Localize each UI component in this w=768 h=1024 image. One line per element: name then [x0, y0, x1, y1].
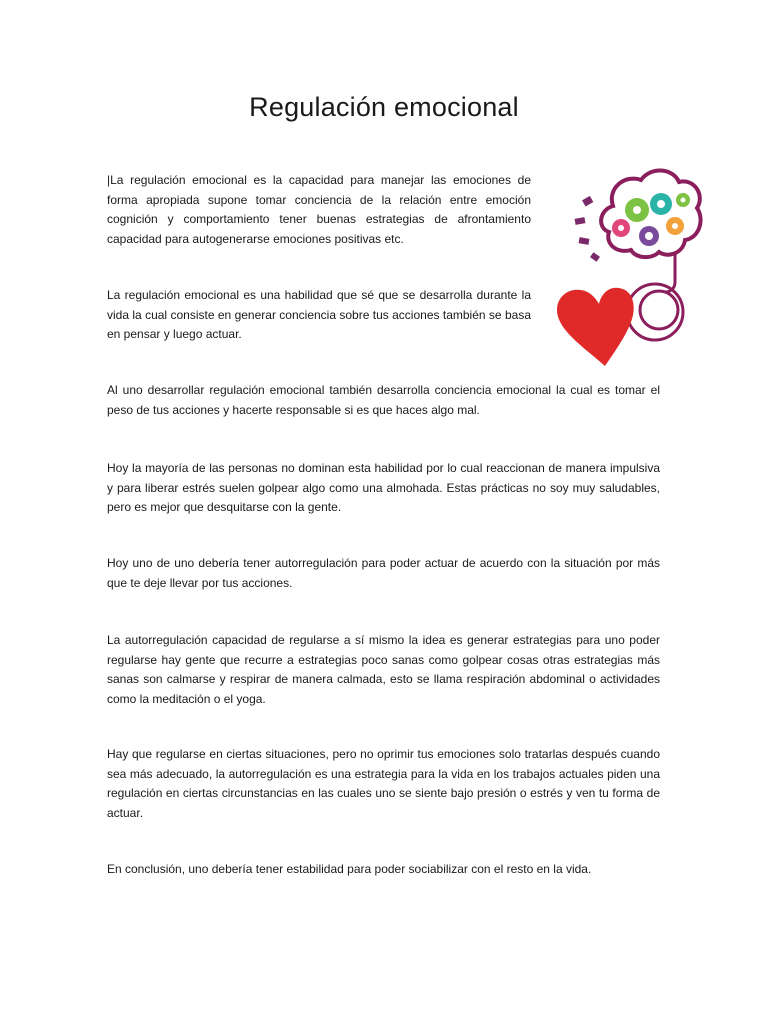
spark-mark	[575, 217, 586, 225]
spark-mark	[579, 237, 590, 245]
brain-gears-heart-icon	[555, 160, 705, 370]
heart-shape	[557, 288, 634, 366]
paragraph-1: |La regulación emocional es la capacidad para manejar las emociones de forma apropiada supone tomar conciencia de la relación entre emoción cognición y comportamiento tener buenas estrategias de afrontamiento capacidad para autogenerarse emociones positivas etc.	[107, 173, 531, 246]
spark-mark	[590, 252, 600, 262]
paragraph-2: La regulación emocional es una habilidad que sé que se desarrolla durante la vida la cual consiste en generar conciencia sobre tus acciones también se basa en pensar y luego actuar.	[107, 288, 531, 341]
page-title: Regulación emocional	[249, 92, 519, 122]
illustration-graphic	[555, 160, 705, 370]
paragraph-3: Al uno desarrollar regulación emocional también desarrolla conciencia emocional la cual es tomar el peso de tus acciones y hacerte responsable si es que haces algo mal.	[107, 383, 660, 417]
paragraph-5: Hoy uno de uno debería tener autorregulación para poder actuar de acuerdo con la situación por más que te deje llevar por tus acciones.	[107, 556, 660, 590]
loop-inner	[640, 291, 678, 329]
spark-mark	[582, 196, 593, 207]
paragraph-8: En conclusión, uno debería tener estabilidad para poder sociabilizar con el resto en la vida.	[107, 862, 592, 876]
paragraph-6: La autorregulación capacidad de regularse a sí mismo la idea es generar estrategias para uno poder regularse hay gente que recurre a estrategias poco sanas como golpear cosas otras estrategias más sanas son calmarse y respirar de manera calmada, esto se llama respiración abdominal o actividades como la meditación o el yoga.	[107, 633, 660, 706]
paragraph-4: Hoy la mayoría de las personas no dominan esta habilidad por lo cual reaccionan de manera impulsiva y para liberar estrés suelen golpear algo como una almohada. Estas prácticas no soy muy saludables, pero es mejor que desquitarse con la gente.	[107, 461, 660, 514]
paragraph-7: Hay que regularse en ciertas situaciones, pero no oprimir tus emociones solo tratarlas después cuando sea más adecuado, la autorregulación es una estrategia para la vida en los trabajos actuales piden una regulación en ciertas circunstancias en las cuales uno se siente bajo presión o estrés y ven tu forma de actuar.	[107, 747, 660, 820]
